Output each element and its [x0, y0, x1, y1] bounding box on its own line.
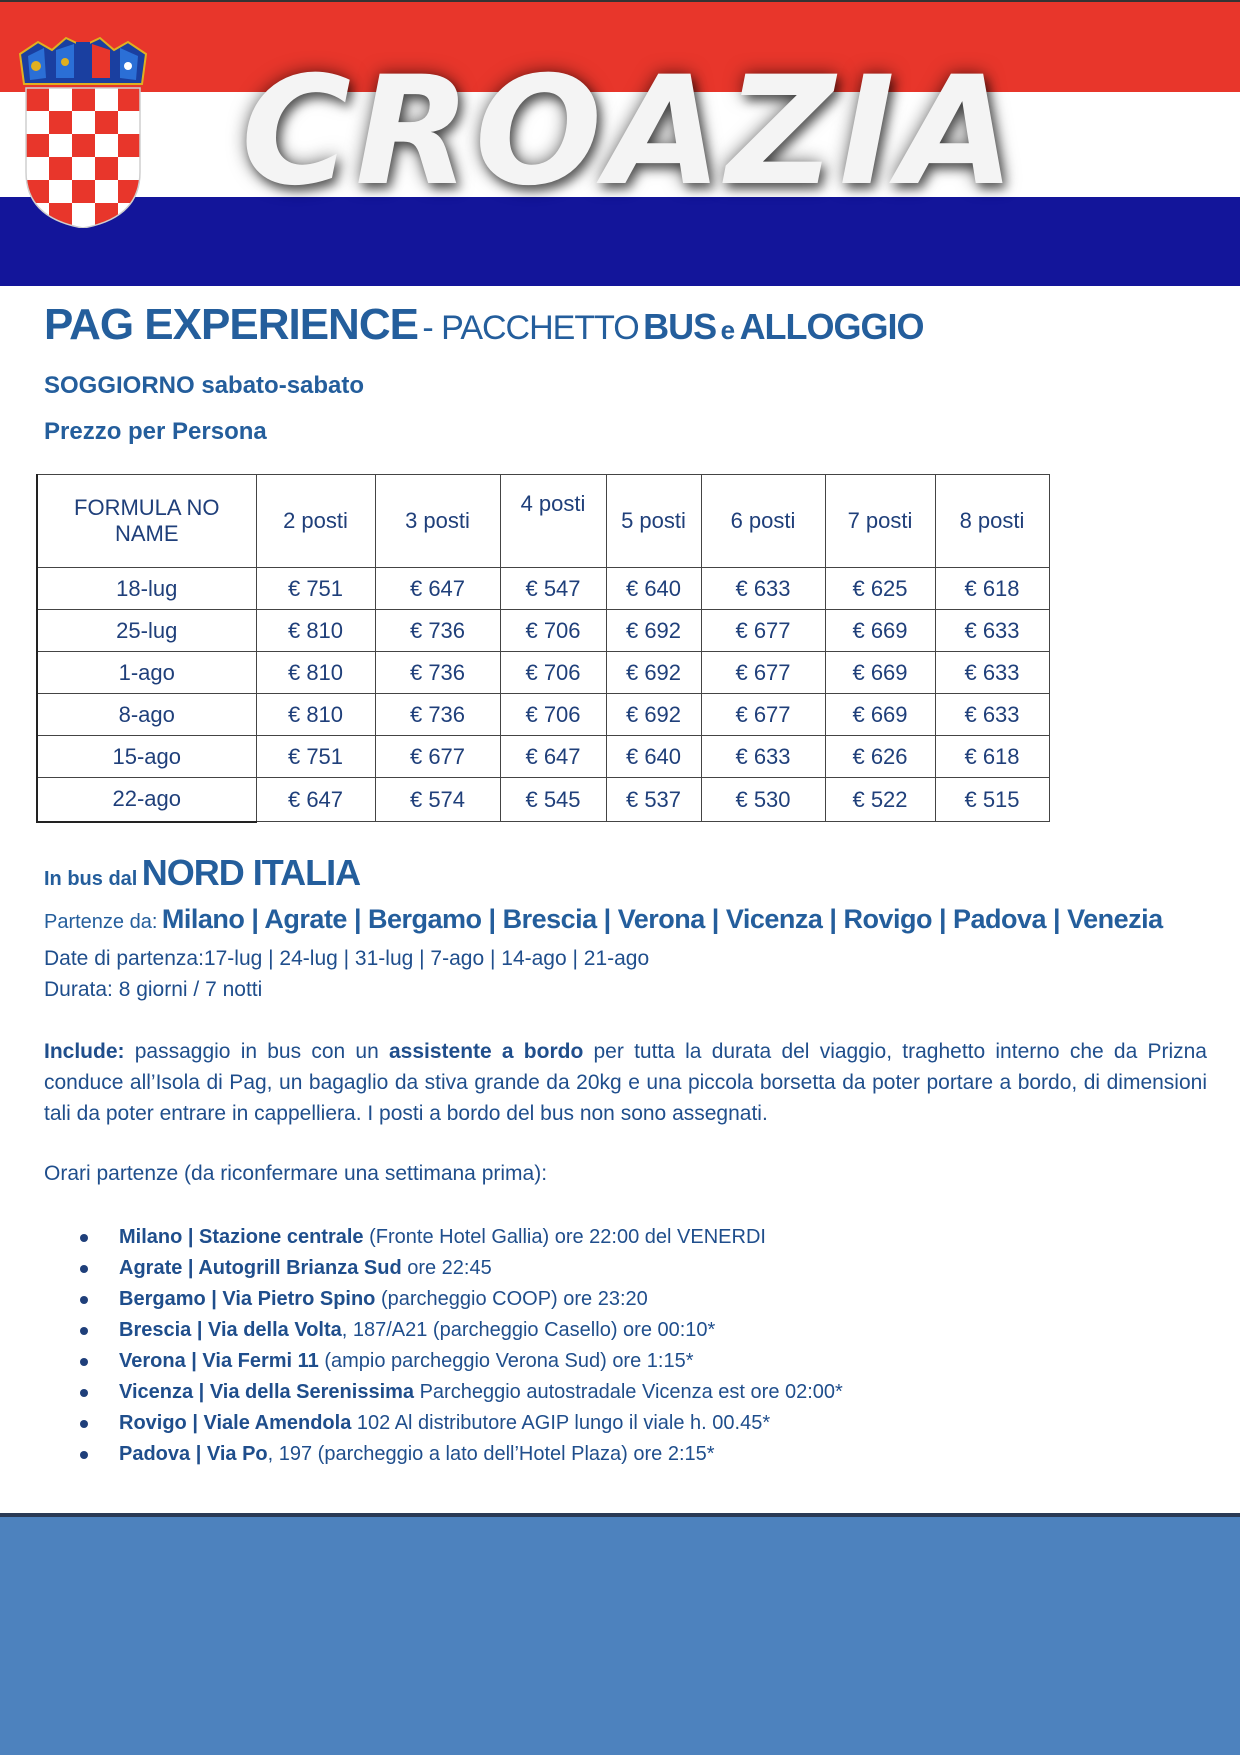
price-cell: € 633	[701, 736, 825, 778]
table-header-cell: 5 posti	[606, 475, 701, 568]
stop-detail: , 197 (parcheggio a lato dell’Hotel Plaza) ore 2:15*	[267, 1443, 715, 1465]
price-cell: € 669	[825, 694, 935, 736]
price-cell: € 545	[500, 778, 606, 822]
row-date: 1-ago	[37, 652, 256, 694]
price-cell: € 810	[256, 652, 375, 694]
price-label: Prezzo per Persona	[44, 418, 267, 445]
price-cell: € 706	[500, 652, 606, 694]
stop-place: Milano | Stazione centrale	[119, 1226, 364, 1248]
price-cell: € 633	[935, 610, 1049, 652]
bus-region: NORD ITALIA	[141, 852, 361, 893]
bullet-icon	[80, 1327, 88, 1335]
title-part-pacchetto: - PACCHETTO	[422, 309, 639, 347]
price-cell: € 677	[701, 610, 825, 652]
price-cell: € 736	[375, 610, 500, 652]
table-row	[37, 736, 1049, 778]
price-cell: € 633	[935, 652, 1049, 694]
stop-detail: (parcheggio COOP) ore 23:20	[375, 1288, 648, 1310]
row-date: 15-ago	[37, 736, 256, 778]
table-header-cell: 7 posti	[825, 475, 935, 568]
price-cell: € 751	[256, 568, 375, 610]
price-cell: € 522	[825, 778, 935, 822]
list-item	[80, 1439, 843, 1470]
table-row	[37, 694, 1049, 736]
footer-band	[0, 1513, 1240, 1755]
price-cell: € 537	[606, 778, 701, 822]
stop-detail: , 187/A21 (parcheggio Casello) ore 00:10*	[341, 1319, 716, 1341]
price-cell: € 669	[825, 652, 935, 694]
departures-prefix: Partenze da:	[44, 911, 158, 933]
price-cell: € 626	[825, 736, 935, 778]
price-cell: € 692	[606, 652, 701, 694]
departure-stops-list	[80, 1222, 843, 1470]
croatian-coat-of-arms-icon	[16, 32, 150, 228]
price-cell: € 633	[701, 568, 825, 610]
table-header-cell: 4 posti	[500, 475, 606, 568]
stop-detail: Parcheggio autostradale Vicenza est ore 02:00*	[414, 1381, 843, 1403]
price-cell: € 677	[375, 736, 500, 778]
bullet-icon	[80, 1420, 88, 1428]
flag-banner	[0, 0, 1240, 286]
row-date: 22-ago	[37, 778, 256, 822]
bullet-icon	[80, 1358, 88, 1366]
table-header-formula	[37, 475, 256, 568]
title-part-alloggio: ALLOGGIO	[739, 306, 924, 347]
stop-place: Vicenza | Via della Serenissima	[119, 1381, 415, 1403]
departures-line	[44, 904, 1163, 935]
stop-place: Agrate | Autogrill Brianza Sud	[119, 1257, 402, 1279]
bus-section-title	[44, 852, 360, 894]
include-text-1: passaggio in bus con un	[134, 1040, 379, 1063]
list-item	[80, 1253, 843, 1284]
title-part-experience: PAG EXPERIENCE	[44, 300, 418, 349]
price-cell: € 736	[375, 652, 500, 694]
list-item	[80, 1408, 843, 1439]
price-cell: € 647	[500, 736, 606, 778]
departures-cities: Milano | Agrate | Bergamo | Brescia | Verona | Vicenza | Rovigo | Padova | Venezia	[161, 904, 1163, 934]
price-cell: € 647	[256, 778, 375, 822]
price-cell: € 547	[500, 568, 606, 610]
table-row	[37, 778, 1049, 822]
price-cell: € 618	[935, 568, 1049, 610]
stop-detail: 102 Al distributore AGIP lungo il viale h. 00.45*	[351, 1412, 771, 1434]
title-part-e: e	[720, 315, 736, 345]
stop-detail: (Fronte Hotel Gallia) ore 22:00 del VENERDI	[363, 1226, 766, 1248]
price-cell: € 640	[606, 568, 701, 610]
list-item	[80, 1315, 843, 1346]
table-row	[37, 568, 1049, 610]
price-cell: € 530	[701, 778, 825, 822]
bullet-icon	[80, 1265, 88, 1273]
bullet-icon	[80, 1296, 88, 1304]
row-date: 18-lug	[37, 568, 256, 610]
price-cell: € 692	[606, 694, 701, 736]
price-cell: € 625	[825, 568, 935, 610]
stop-place: Bergamo | Via Pietro Spino	[119, 1288, 376, 1310]
price-cell: € 706	[500, 610, 606, 652]
price-cell: € 736	[375, 694, 500, 736]
table-header-row	[37, 475, 1049, 568]
header-line-1: FORMULA NO	[74, 495, 220, 520]
price-cell: € 677	[701, 652, 825, 694]
schedule-title: Orari partenze (da riconfermare una settimana prima):	[44, 1162, 548, 1185]
price-cell: € 810	[256, 610, 375, 652]
stop-place: Brescia | Via della Volta	[119, 1319, 342, 1341]
price-cell: € 669	[825, 610, 935, 652]
table-row	[37, 610, 1049, 652]
page-title	[44, 300, 924, 350]
list-item	[80, 1284, 843, 1315]
bullet-icon	[80, 1389, 88, 1397]
row-date: 8-ago	[37, 694, 256, 736]
price-cell: € 647	[375, 568, 500, 610]
list-item	[80, 1346, 843, 1377]
price-cell: € 618	[935, 736, 1049, 778]
price-cell: € 677	[701, 694, 825, 736]
bus-prefix: In bus dal	[44, 868, 138, 890]
price-cell: € 633	[935, 694, 1049, 736]
price-cell: € 810	[256, 694, 375, 736]
include-text-2: per tutta la durata del viaggio, traghetto interno che da Prizna conduce all’Isola di Pag, un bagaglio da stiva grande da 20kg e una piccola borsetta da poter portare a bordo, di dimensioni tali da poter entrare in cappelliera. I posti a bordo del bus non sono assegnati.	[44, 1040, 1207, 1125]
bullet-icon	[80, 1234, 88, 1242]
stay-subtitle: SOGGIORNO sabato-sabato	[44, 372, 365, 399]
banner-title: CROAZIA	[241, 45, 1019, 219]
table-header-cell: 8 posti	[935, 475, 1049, 568]
include-paragraph	[44, 1036, 1207, 1129]
price-cell: € 640	[606, 736, 701, 778]
title-part-bus: BUS	[643, 306, 717, 347]
stop-detail: (ampio parcheggio Verona Sud) ore 1:15*	[318, 1350, 694, 1372]
include-bold: assistente a bordo	[388, 1040, 584, 1063]
price-cell: € 515	[935, 778, 1049, 822]
departure-dates: Date di partenza:17-lug | 24-lug | 31-lug | 7-ago | 14-ago | 21-ago	[44, 947, 650, 970]
list-item	[80, 1222, 843, 1253]
price-cell: € 692	[606, 610, 701, 652]
include-label: Include:	[44, 1040, 125, 1063]
stop-detail: ore 22:45	[401, 1257, 492, 1279]
bullet-icon	[80, 1451, 88, 1459]
table-header-cell: 6 posti	[701, 475, 825, 568]
row-date: 25-lug	[37, 610, 256, 652]
table-row	[37, 652, 1049, 694]
stop-place: Rovigo | Viale Amendola	[119, 1412, 352, 1434]
trip-duration: Durata: 8 giorni / 7 notti	[44, 978, 263, 1001]
table-header-cell: 2 posti	[256, 475, 375, 568]
stop-place: Padova | Via Po	[119, 1443, 268, 1465]
list-item	[80, 1377, 843, 1408]
price-cell: € 574	[375, 778, 500, 822]
header-line-2: NAME	[114, 521, 179, 546]
table-header-cell: 3 posti	[375, 475, 500, 568]
price-table	[36, 474, 1050, 823]
stop-place: Verona | Via Fermi 11	[119, 1350, 319, 1372]
price-cell: € 751	[256, 736, 375, 778]
price-cell: € 706	[500, 694, 606, 736]
